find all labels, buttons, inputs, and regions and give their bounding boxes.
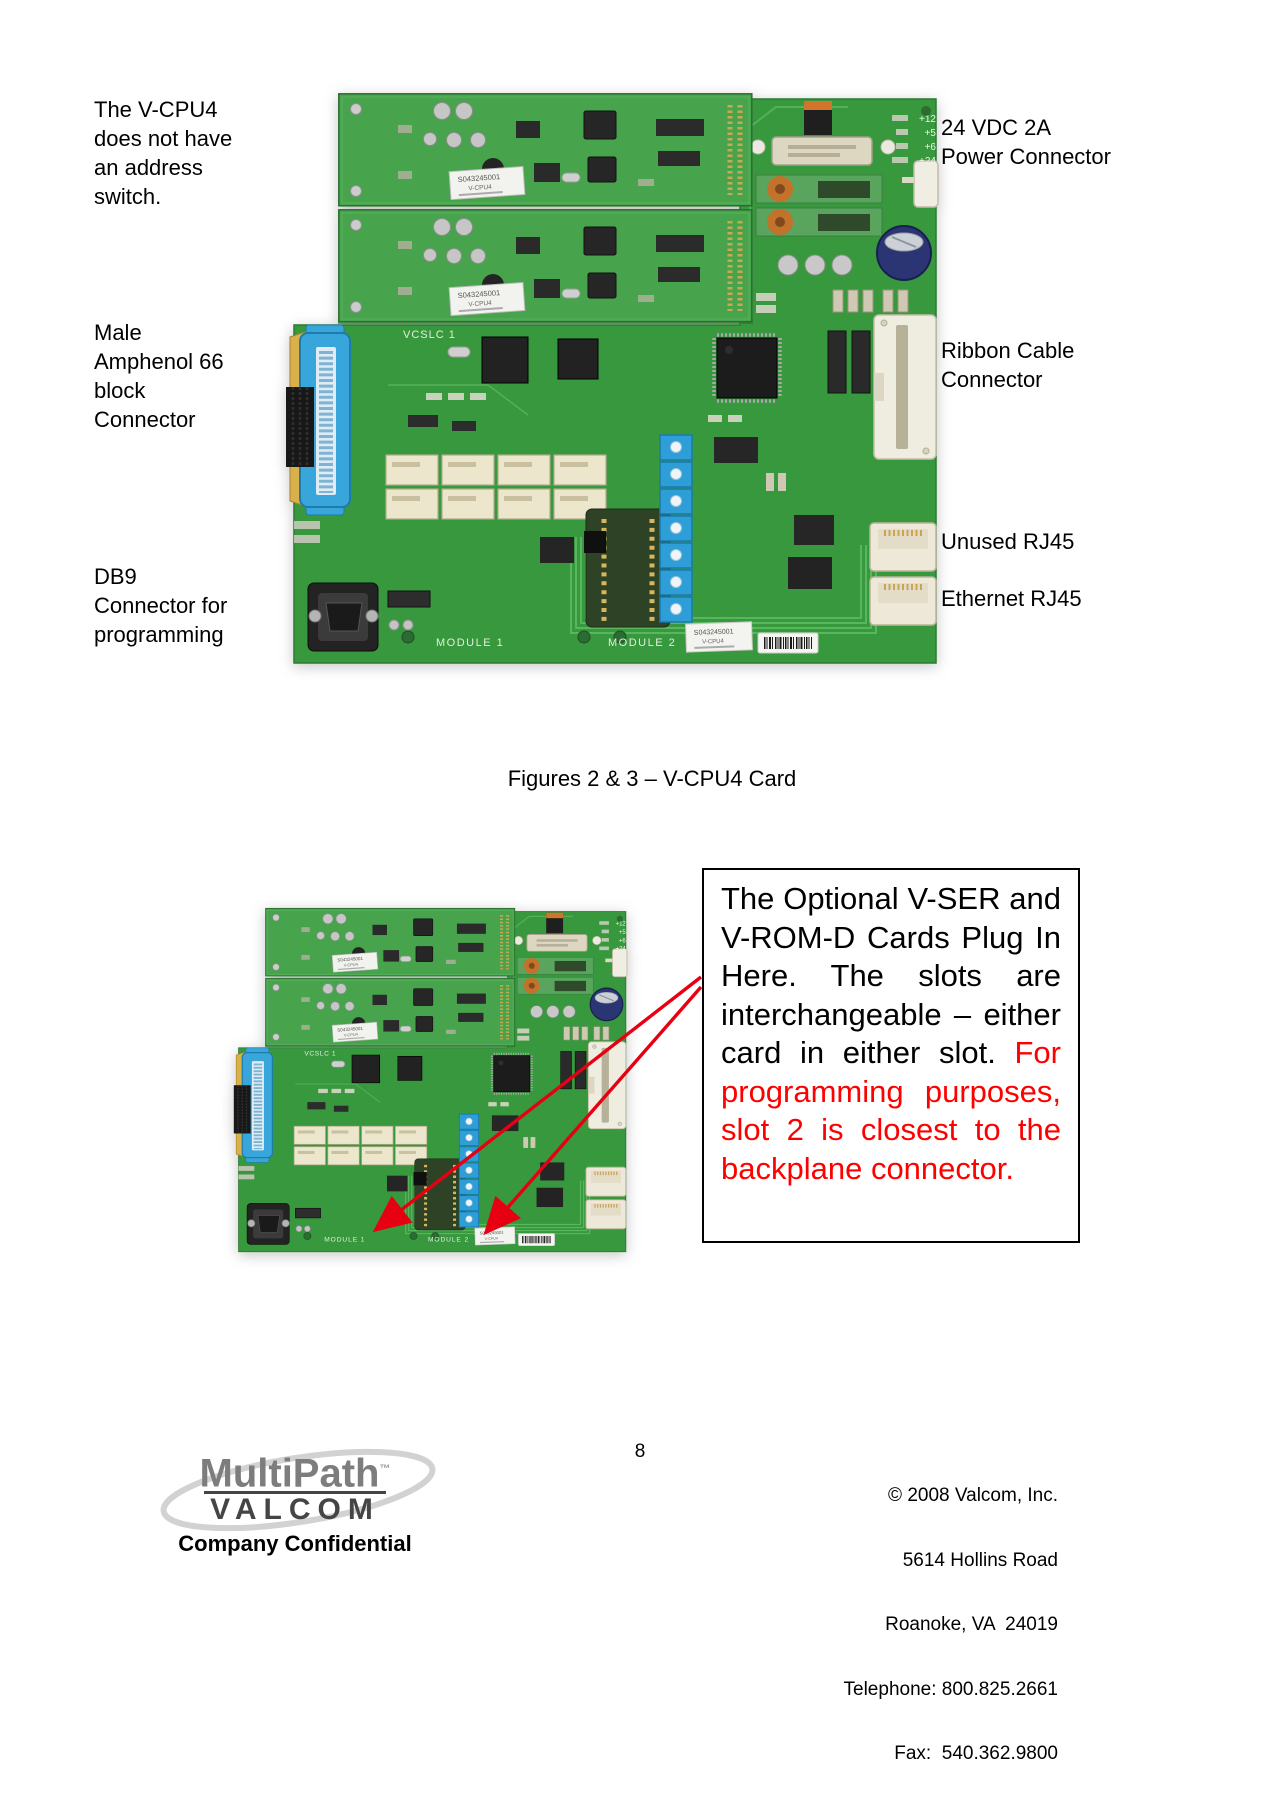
note-box — [702, 868, 1080, 1243]
figure-caption: Figures 2 & 3 – V-CPU4 Card — [507, 766, 797, 791]
telephone-line: Telephone: 800.825.2661 — [843, 1678, 1058, 1700]
page-number: 8 — [634, 1441, 646, 1462]
callout-ribbon-connector: Ribbon Cable Connector — [941, 338, 1075, 392]
company-address-block — [780, 1442, 1058, 1808]
callout-ethernet-rj45: Ethernet RJ45 — [941, 586, 1082, 611]
company-confidential-label: Company Confidential — [178, 1531, 412, 1556]
callout-amphenol: Male Amphenol 66 block Connector — [94, 320, 224, 432]
city-line: Roanoke, VA 24019 — [885, 1614, 1058, 1635]
logo-multipath: MultiPath™ — [199, 1451, 391, 1496]
logo-valcom: VALCOM — [204, 1491, 386, 1526]
slot-pointer-arrows — [230, 920, 710, 1250]
arrow-to-slot2 — [488, 987, 701, 1230]
callout-db9: DB9 Connector for programming — [94, 564, 228, 647]
callout-power-connector: 24 VDC 2A Power Connector — [941, 115, 1111, 169]
multipath-valcom-logo — [160, 1448, 430, 1526]
trademark-symbol: ™ — [379, 1463, 391, 1475]
callout-address-switch: The V-CPU4 does not have an address switch. — [94, 97, 233, 209]
street-line: 5614 Hollins Road — [902, 1549, 1058, 1571]
note-text-red: For programming purposes, slot 2 is closest to the backplane connector. — [721, 1035, 1061, 1186]
callout-unused-rj45: Unused RJ45 — [941, 529, 1075, 554]
copyright-line: © 2008 Valcom, Inc. — [888, 1485, 1058, 1506]
note-text-black: The Optional V-SER and V-ROM-D Cards Plug In Here. The slots are interchangeable – either card in either slot. — [721, 881, 1061, 1070]
figure2-photo-vcpu4-board — [288, 85, 938, 675]
arrow-to-slot1 — [378, 977, 701, 1228]
fax-line: Fax: 540.362.9800 — [894, 1743, 1058, 1764]
